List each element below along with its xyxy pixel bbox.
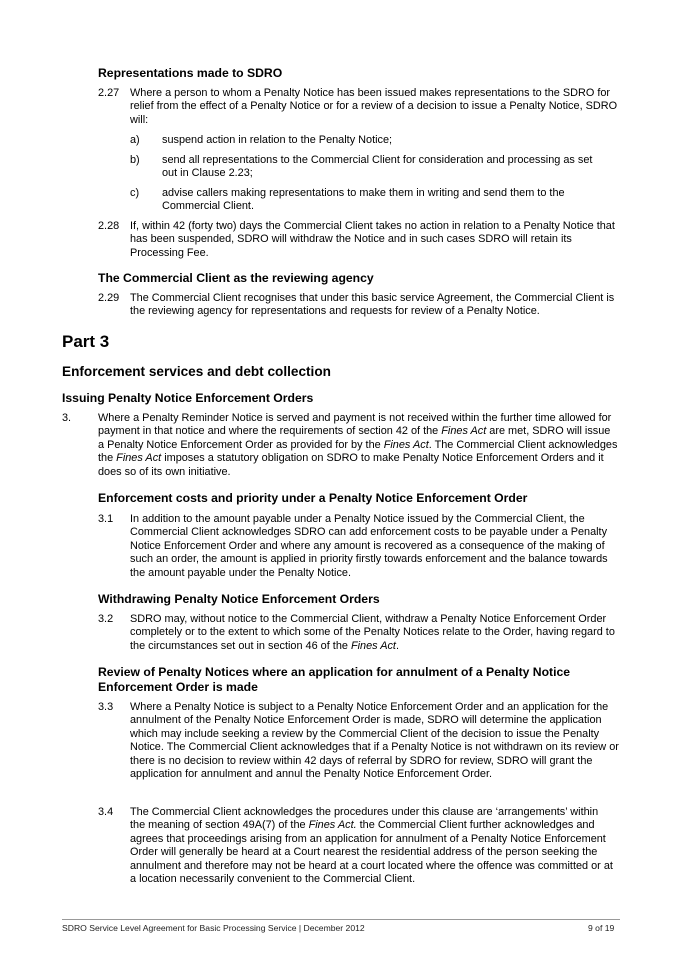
- clause-number: 3.4: [98, 806, 114, 818]
- clause-number: 2.27: [98, 87, 120, 99]
- clause-number: 3.1: [98, 513, 114, 525]
- clause-3-1-text: In addition to the amount payable under a Penalty Notice issued by the Commercial Client, the Commercial Client acknowledges SDRO can add enforcement costs to be payable under a Penalty Notice Enforcement Order and where any amount is recovered as a consequence of the making of such an order, the amount is applied in priority firstly towards enforcement and the balance towards the amount payable under the Penalty Notice.: [130, 513, 608, 579]
- clause-3-2-text: SDRO may, without notice to the Commercial Client, withdraw a Penalty Notice Enforcement Order completely or to the extent to which some of the Penalty Notices relate to the Order, having regard to the circumstances set out in section 46 of the Fines Act.: [130, 613, 615, 652]
- footer-rule: [62, 919, 620, 920]
- list-label: c): [130, 187, 140, 199]
- heading-withdrawing: Withdrawing Penalty Notice Enforcement Orders: [98, 592, 380, 606]
- list-label: a): [130, 134, 140, 146]
- heading-enforcement-costs: Enforcement costs and priority under a Penalty Notice Enforcement Order: [98, 491, 528, 505]
- list-item-a: suspend action in relation to the Penalty Notice;: [162, 134, 393, 146]
- clause-number: 3.2: [98, 613, 114, 625]
- list-label: b): [130, 154, 140, 166]
- heading-representations: Representations made to SDRO: [98, 66, 283, 80]
- part-subheading: Enforcement services and debt collection: [62, 364, 331, 379]
- clause-number: 3.: [62, 412, 72, 424]
- clause-number: 2.28: [98, 220, 120, 232]
- clause-2-29-text: The Commercial Client recognises that under this basic service Agreement, the Commercial Client is the reviewing agency for representations and requests for review of a Penalty Notice.: [130, 292, 615, 318]
- list-item-b: send all representations to the Commercial Client for consideration and processing as set out in Clause 2.23;: [162, 154, 593, 180]
- clause-3-3-text: Where a Penalty Notice is subject to a Penalty Notice Enforcement Order and an application for the annulment of the Penalty Notice Enforcement Order is made, SDRO will determine the application which may include seeking a review by the Commercial Client of the decision to issue the Penalty Notice. The Commercial Client acknowledges that if a Penalty Notice is not withdrawn on its review or there is no decision to review within 42 days of referral by SDRO for review, SDRO will grant the application for annulment and annul the Penalty Notice Enforcement Order.: [130, 701, 619, 781]
- list-item-c: advise callers making representations to make them in writing and send them to the Commercial Client.: [162, 187, 565, 213]
- clause-3-text: Where a Penalty Reminder Notice is served and payment is not received within the further time allowed for payment in that notice and where the requirements of section 42 of the Fines Act are met, SDRO will issue a Penalty Notice Enforcement Order as provided for by the Fines Act. The Commercial Client acknowledges the Fines Act imposes a statutory obligation on SDRO to make Penalty Notice Enforcement Orders and it does so of its own initiative.: [98, 412, 618, 478]
- heading-issuing-orders: Issuing Penalty Notice Enforcement Orders: [62, 391, 314, 405]
- part-heading: Part 3: [62, 332, 110, 351]
- clause-number: 2.29: [98, 292, 120, 304]
- clause-number: 3.3: [98, 701, 114, 713]
- footer-text: SDRO Service Level Agreement for Basic Processing Service | December 2012: [62, 923, 365, 933]
- page-number: 9 of 19: [588, 923, 615, 933]
- heading-review-annulment: Review of Penalty Notices where an application for annulment of a Penalty Notice Enforcement Order is made: [98, 665, 571, 694]
- clause-2-27-text: Where a person to whom a Penalty Notice has been issued makes representations to the SDRO for relief from the effect of a Penalty Notice or for a review of a decision to issue a Penalty Notice, SDRO will:: [130, 87, 618, 126]
- clause-2-28-text: If, within 42 (forty two) days the Commercial Client takes no action in relation to a Penalty Notice that has been suspended, SDRO will withdraw the Notice and in such cases SDRO will retain its Processing Fee.: [130, 220, 615, 259]
- clause-3-4-text: The Commercial Client acknowledges the procedures under this clause are ‘arrangements’ within the meaning of section 49A(7) of the Fines Act. the Commercial Client further acknowledges and agrees that proceedings arising from an application for annulment of a Penalty Notice Enforcement Order will generally be heard at a Court nearest the residential address of the person seeking the annulment and therefore may not be heard at a court located where the offence was committed or at a location necessarily convenient to the Commercial Client.: [130, 806, 613, 886]
- heading-reviewing-agency: The Commercial Client as the reviewing agency: [98, 271, 374, 285]
